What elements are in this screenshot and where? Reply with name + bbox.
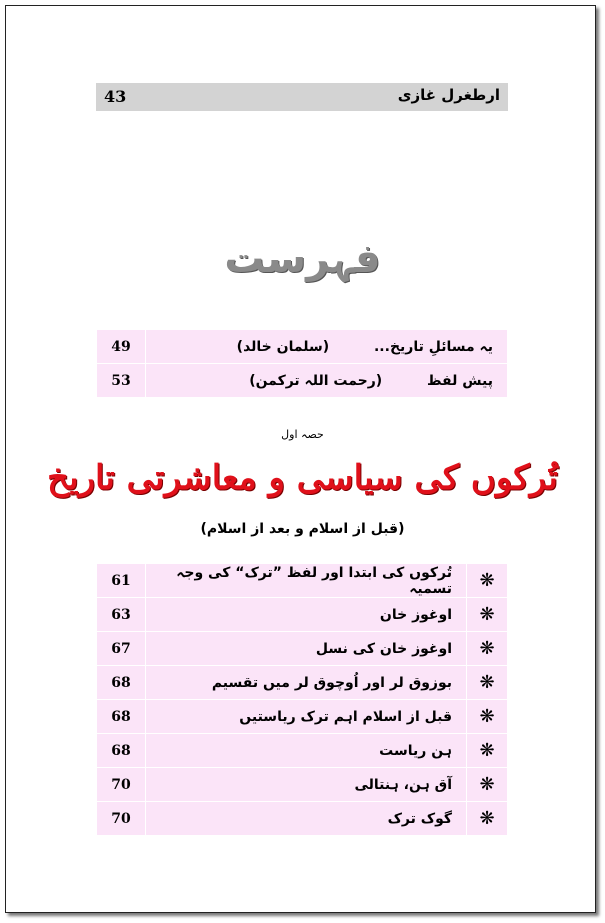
bullet-star-icon: ❋: [467, 564, 508, 598]
bullet-star-icon: ❋: [467, 666, 508, 700]
toc-entry-title: قبل از اسلام اہم ترک ریاستیں: [146, 700, 467, 734]
toc-page-number: 49: [97, 330, 146, 364]
toc-row[interactable]: [97, 598, 508, 632]
toc-page-number: 70: [97, 802, 146, 836]
toc-entry: [146, 364, 508, 398]
toc-row[interactable]: [97, 700, 508, 734]
intro-toc-table: [96, 329, 508, 398]
toc-page-number: 68: [97, 666, 146, 700]
toc-title: فہرست: [224, 236, 381, 282]
toc-page-number: 67: [97, 632, 146, 666]
toc-row[interactable]: [97, 632, 508, 666]
toc-entry: [146, 330, 508, 364]
toc-row[interactable]: [97, 564, 508, 598]
toc-page-number: 61: [97, 564, 146, 598]
toc-page-number: 70: [97, 768, 146, 802]
toc-entry-title: ہن ریاست: [146, 734, 467, 768]
chapter-toc-table: [96, 563, 508, 836]
toc-entry-title: گوک ترک: [146, 802, 467, 836]
toc-entry-title: تُرکوں کی ابتدا اور لفظ ”ترک“ کی وجہ تسمیہ: [146, 564, 467, 598]
toc-page-number: 53: [97, 364, 146, 398]
bullet-star-icon: ❋: [467, 700, 508, 734]
toc-row[interactable]: [97, 802, 508, 836]
section-subheading: (قبل از اسلام و بعد از اسلام): [200, 521, 405, 537]
toc-entry-author: (سلمان خالد): [236, 338, 330, 355]
header-book-title: ارطغرل غازی: [397, 86, 500, 104]
toc-page-number: 68: [97, 734, 146, 768]
toc-entry-title: آق ہن، ہنتالی: [146, 768, 467, 802]
toc-entry-author: (رحمت اللہ ترکمن): [249, 372, 383, 389]
toc-row[interactable]: [97, 734, 508, 768]
toc-row[interactable]: [97, 768, 508, 802]
bullet-star-icon: ❋: [467, 802, 508, 836]
bullet-star-icon: ❋: [467, 734, 508, 768]
section-heading: تُرکوں کی سیاسی و معاشرتی تاریخ: [47, 458, 558, 498]
bullet-star-icon: ❋: [467, 632, 508, 666]
toc-row[interactable]: [97, 330, 508, 364]
toc-entry-title: اوغوز خان کی نسل: [146, 632, 467, 666]
toc-entry-title: یہ مسائلِ تاریخ...: [373, 338, 493, 355]
toc-page-number: 68: [97, 700, 146, 734]
toc-row[interactable]: [97, 666, 508, 700]
bullet-star-icon: ❋: [467, 768, 508, 802]
header-page-number: 43: [104, 87, 127, 106]
running-header: [96, 83, 508, 111]
toc-entry-title: اوغوز خان: [146, 598, 467, 632]
bullet-star-icon: ❋: [467, 598, 508, 632]
toc-entry-title: بوزوق لر اور اُوچوق لر میں تقسیم: [146, 666, 467, 700]
toc-entry-title: پیش لفظ: [427, 372, 493, 389]
toc-row[interactable]: [97, 364, 508, 398]
toc-page-number: 63: [97, 598, 146, 632]
section-label: حصہ اول: [281, 428, 324, 441]
